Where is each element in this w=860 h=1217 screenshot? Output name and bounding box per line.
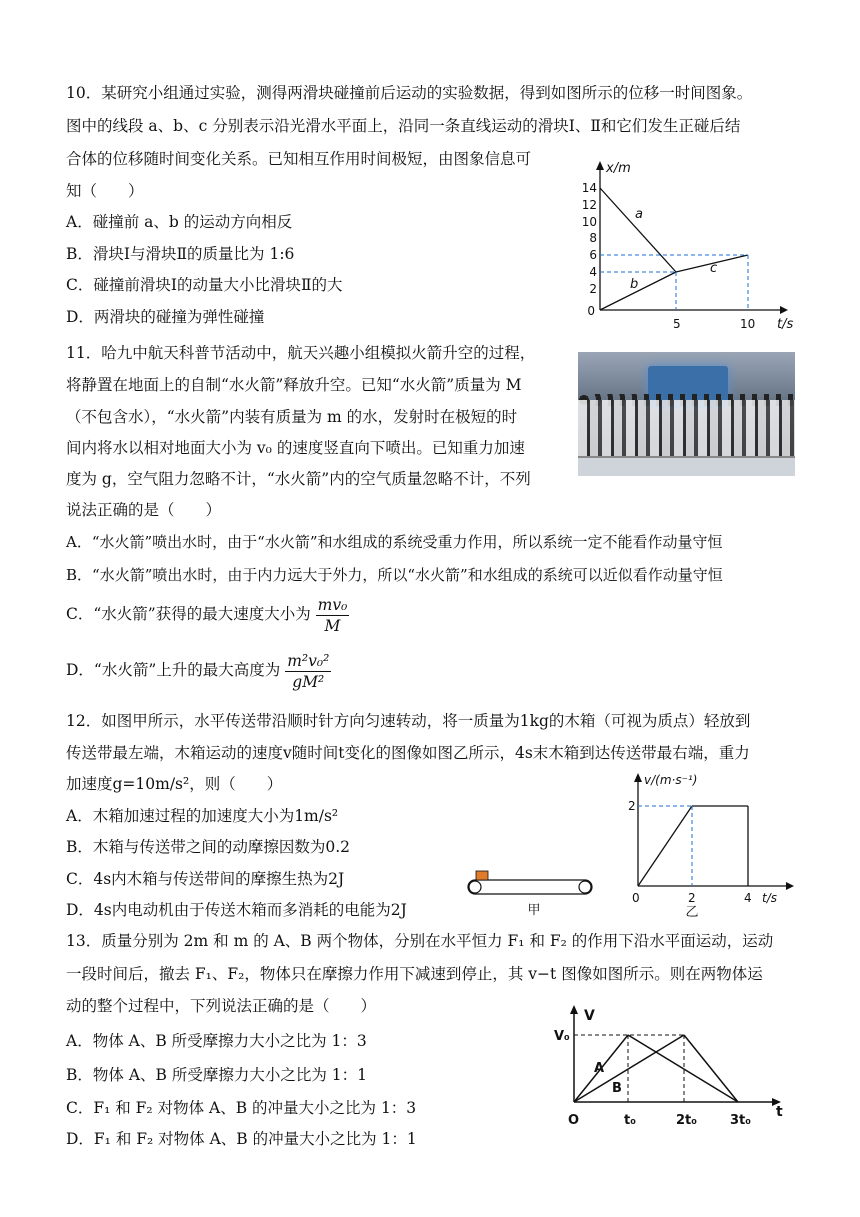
- q13-option-b[interactable]: B．物体 A、B 所受摩擦力大小之比为 1：1: [66, 1066, 367, 1084]
- q10-label-c: c: [710, 261, 718, 276]
- q13-y-arrow: [570, 1005, 578, 1014]
- q10-ytick-14: 14: [581, 181, 597, 195]
- q11-option-c-numerator: mv₀: [317, 595, 348, 614]
- q12-fig-yi-label: 乙: [685, 905, 699, 920]
- q13-x-label: t: [776, 1104, 783, 1120]
- q12-vt-graph: [616, 770, 806, 920]
- q13-line3: 动的整个过程中，下列说法正确的是（ ）: [66, 997, 377, 1015]
- q11-option-d-numerator: m²v₀²: [287, 651, 330, 670]
- q11-option-c-denominator: M: [324, 616, 341, 635]
- q13-line1: 13．质量分别为 2m 和 m 的 A、B 两个物体，分别在水平恒力 F₁ 和 F₂ 的作用下沿水平面运动，运动: [66, 932, 774, 950]
- q12-line1: 12．如图甲所示，水平传送带沿顺时针方向匀速转动，将一质量为1kg的木箱（可视为质点）轻放到: [66, 712, 751, 730]
- q13-xtick-t0: t₀: [624, 1113, 636, 1128]
- q12-ytick-2: 2: [628, 799, 636, 813]
- q10-ytick-10: 10: [581, 215, 597, 229]
- q11-option-c-text: C．“水火箭”获得的最大速度大小为: [66, 605, 311, 623]
- q13-xtick-2t0: 2t₀: [676, 1113, 697, 1128]
- wooden-box: [476, 871, 488, 880]
- conveyor-right-roller: [579, 881, 591, 893]
- q12-x-label: t/s: [762, 891, 777, 905]
- q12-line3: 加速度g=10m/s²，则（ ）: [66, 775, 283, 793]
- q11-line1: 11．哈九中航天科普节活动中，航天兴趣小组模拟火箭升空的过程，: [66, 344, 536, 362]
- q11-option-c[interactable]: [66, 592, 349, 636]
- photo-table: [578, 456, 795, 476]
- q10-xtick-10: 10: [740, 317, 756, 331]
- q10-y-label: x/m: [606, 161, 631, 176]
- q12-xtick-0: 0: [632, 891, 640, 905]
- q11-option-d[interactable]: [66, 648, 331, 692]
- q12-option-c[interactable]: C．4s内木箱与传送带间的摩擦生热为2J: [66, 870, 345, 888]
- conveyor-left-roller: [469, 881, 481, 893]
- q12-line2: 传送带最左端，木箱运动的速度v随时间t变化的图像如图乙所示，4s末木箱到达传送带最右端，重力: [66, 744, 750, 762]
- q12-conveyor-figure: [462, 866, 602, 916]
- q10-option-d[interactable]: D．两滑块的碰撞为弹性碰撞: [66, 308, 265, 326]
- q13-option-c[interactable]: C．F₁ 和 F₂ 对物体 A、B 的冲量大小之比为 1：3: [66, 1099, 417, 1117]
- q11-line3: （不包含水），“水火箭”内装有质量为 m 的水，发射时在极短的时: [66, 408, 518, 426]
- q11-option-d-text: D．“水火箭”上升的最大高度为: [66, 661, 281, 679]
- q13-label-a: A: [594, 1061, 605, 1076]
- q13-origin: O: [568, 1113, 580, 1128]
- q10-label-b: b: [630, 277, 639, 292]
- q10-y-arrow: [596, 161, 604, 170]
- q12-accel-line: [638, 806, 692, 886]
- q12-option-b[interactable]: B．木箱与传送带之间的动摩擦因数为0.2: [66, 838, 351, 856]
- q10-label-a: a: [635, 207, 643, 222]
- q11-option-a[interactable]: A．“水火箭”喷出水时，由于“水火箭”和水组成的系统受重力作用，所以系统一定不能看作动量守恒: [66, 533, 723, 551]
- q12-fig-jia-label: 甲: [527, 903, 541, 916]
- q12-xtick-4: 4: [744, 891, 752, 905]
- q10-line-a: [600, 188, 676, 272]
- q10-xtick-5: 5: [673, 317, 681, 331]
- q13-option-a[interactable]: A．物体 A、B 所受摩擦力大小之比为 1：3: [66, 1032, 367, 1050]
- q13-line-b-accel: [574, 1035, 684, 1102]
- q11-option-d-fraction: [285, 651, 331, 692]
- q10-option-c[interactable]: C．碰撞前滑块Ⅰ的动量大小比滑块Ⅱ的大: [66, 276, 343, 294]
- conveyor-belt: [468, 880, 592, 894]
- q10-option-b[interactable]: B．滑块Ⅰ与滑块Ⅱ的质量比为 1:6: [66, 245, 295, 263]
- q10-line4: 知（ ）: [66, 182, 144, 200]
- q10-ytick-0: 0: [587, 304, 595, 318]
- q10-option-a[interactable]: A．碰撞前 a、b 的运动方向相反: [66, 213, 293, 231]
- q12-option-a[interactable]: A．木箱加速过程的加速度大小为1m/s²: [66, 807, 339, 825]
- q13-y-label: V: [584, 1008, 595, 1024]
- q13-line2: 一段时间后，撤去 F₁、F₂，物体只在摩擦力作用下减速到停止，其 v−t 图像如图所示。则在两物体运: [66, 965, 763, 983]
- students-group-photo: [578, 352, 795, 476]
- q10-line2: 图中的线段 a、b、c 分别表示沿光滑水平面上，沿同一条直线运动的滑块Ⅰ、Ⅱ和它们发生正碰后结: [66, 117, 741, 135]
- q12-y-label: v/(m·s⁻¹): [644, 773, 698, 787]
- q10-line3: 合体的位移随时间变化关系。已知相互作用时间极短，由图象信息可: [66, 150, 532, 168]
- photo-students: [578, 400, 795, 458]
- q12-x-arrow: [786, 882, 794, 890]
- q10-ytick-2: 2: [589, 282, 597, 296]
- q11-line2: 将静置在地面上的自制“水火箭”释放升空。已知“水火箭”质量为 M: [66, 376, 522, 394]
- q10-ytick-12: 12: [581, 198, 597, 212]
- q12-y-arrow: [634, 773, 642, 782]
- q10-line1: 10．某研究小组通过实验，测得两滑块碰撞前后运动的实验数据，得到如图所示的位移一时间图象。: [66, 84, 753, 102]
- q13-label-b: B: [612, 1081, 622, 1096]
- q10-x-label: t/s: [777, 317, 794, 332]
- q13-ytick-v0: V₀: [554, 1029, 570, 1044]
- q12-option-d[interactable]: D．4s内电动机由于传送木箱而多消耗的电能为2J: [66, 901, 407, 919]
- q11-line4: 间内将水以相对地面大小为 v₀ 的速度竖直向下喷出。已知重力加速: [66, 439, 525, 457]
- q12-xtick-2: 2: [688, 891, 696, 905]
- q13-line-a-decel: [628, 1035, 738, 1102]
- q10-ytick-6: 6: [589, 248, 597, 262]
- q13-option-d[interactable]: D．F₁ 和 F₂ 对物体 A、B 的冲量大小之比为 1：1: [66, 1130, 417, 1148]
- q11-option-c-fraction: [316, 595, 350, 636]
- q11-option-d-denominator: gM²: [292, 672, 325, 691]
- q13-vt-graph: [552, 1000, 792, 1130]
- q10-x-arrow: [780, 306, 788, 314]
- q13-line-b-decel: [684, 1035, 738, 1102]
- q10-ytick-8: 8: [589, 231, 597, 245]
- q10-xt-graph: [580, 158, 800, 333]
- q11-option-b[interactable]: B．“水火箭”喷出水时，由于内力远大于外力，所以“水火箭”和水组成的系统可以近似看作动量守恒: [66, 566, 723, 584]
- q11-line5: 度为 g，空气阻力忽略不计，“水火箭”内的空气质量忽略不计，不列: [66, 470, 531, 488]
- q10-ytick-4: 4: [589, 265, 597, 279]
- q11-line6: 说法正确的是（ ）: [66, 501, 222, 519]
- q13-xtick-3t0: 3t₀: [730, 1113, 751, 1128]
